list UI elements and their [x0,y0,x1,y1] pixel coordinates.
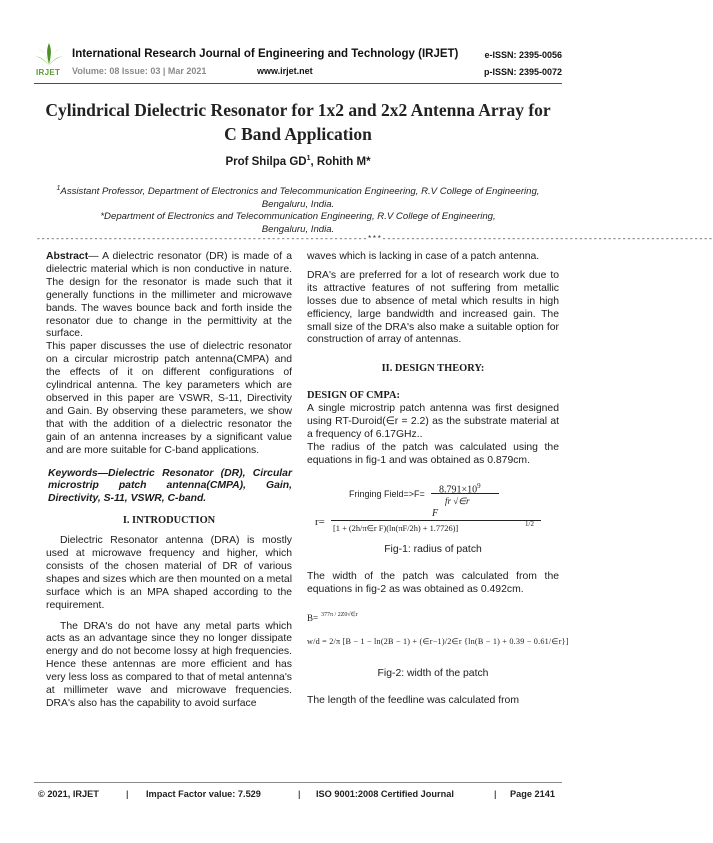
e-issn: e-ISSN: 2395-0056 [484,50,562,60]
eq1-power: 1/2 [525,519,534,528]
keywords: Keywords—Dielectric Resonator (DR), Circular microstrip patch antenna(CMPA), Gain, Directivity, S-11, VSWR, C-band. [48,467,292,505]
page-footer [34,782,562,803]
right-column [307,251,569,708]
width-paragraph: The width of the patch was calculated from the equations in fig-2 as was obtained as 0.492cm. [307,570,559,595]
cmpa-heading: DESIGN OF CMPA: [307,390,400,402]
abstract-paragraph-2: This paper discusses the use of dielectric resonator on a circular microstrip patch antenna(CMPA) and the effects of it on different configurations of cylindrical antenna. The key parameters which are observed in this paper are VSWR, S-11, Directivity and Gain. By observing these parameters, we show that with the addition of a dielectric resonator the gain of an antenna increases by a significant value and are more suitable for C-band applications. [46,341,292,456]
design-heading: II. DESIGN THEORY: [381,363,485,375]
eq2-width-expression: w/d = 2/π [B − 1 − ln(2B − 1) + (∈r−1)/2∈r {ln(B − 1) + 0.39 − 0.61/∈r}] [307,637,569,647]
intro-paragraph-1: Dielectric Resonator antenna (DRA) is mostly used at microwave frequency and higher, which consists of the chosen material of DR of various shapes and sizes which are then mounted on a metal surface which is an MPA shaped according to the requirement. [46,535,292,611]
header-rule [34,83,562,84]
footer-copyright: © 2021, IRJET [38,789,99,799]
continued-text: waves which is lacking in case of a patch antenna. [307,251,540,262]
abstract [46,251,292,341]
journal-website: www.irjet.net [257,66,313,76]
eq1-main-bar [331,520,541,521]
section-separator: ---------------------------------------------------------------------***--------------------------------------------------------------------- [36,235,713,244]
intro-paragraph-2: The DRA's do not have any metal parts which acts as an advantage since they no longer dissipate energy and do not become lossy at high frequencies. Hence these antennas are more efficient and has very less loss as compared to that of metal antenna's at millimeter wave and microwave frequencies. DRA's also has the capability to avoid surface [46,620,292,709]
left-column [46,251,292,711]
fig2-caption: Fig-2: width of the patch [377,668,489,680]
footer-sep-1: | [126,789,129,799]
paper-authors [40,155,556,168]
eq2-r-label: r= [315,515,325,528]
eq1-F: F [432,507,439,519]
volume-info: Volume: 08 Issue: 03 | Mar 2021 [72,66,207,76]
abstract-label: Abstract [46,251,89,262]
cmpa-paragraph-1: A single microstrip patch antenna was first designed using RT-Duroid(∈r = 2.2) as the substrate material at a frequency of 6.17GHz.. [307,403,559,440]
footer-iso: ISO 9001:2008 Certified Journal [316,789,454,799]
author-sup: 1 [306,155,311,162]
equation-width [307,606,569,658]
paper-title [40,98,556,146]
eq1-denominator: fr √∈r [445,495,470,506]
paper-title-line1: Cylindrical Dielectric Resonator for 1x2 and 2x2 Antenna Array for [45,100,551,120]
author-first: Prof Shilpa GD [225,155,307,168]
paper-title-line2: C Band Application [224,124,372,144]
eq2-B-fraction: 377π / 2Z0√∈r [321,612,358,619]
footer-sep-3: | [494,789,497,799]
journal-title: International Research Journal of Engineering and Technology (IRJET) [72,48,459,60]
dra-paragraph: DRA's are preferred for a lot of research work due to its attractive features of not suffering from metallic losses due to absence of metal which results in high efficiency, large bandwidth and increased gain. The small size of the DRA's also make a suitable option for construction of array of antennas. [307,269,559,346]
eq1-exponent: 9 [477,481,481,490]
affiliations [40,183,556,236]
affil-line2: Bengaluru, India. [261,198,335,210]
affil-line3: *Department of Electronics and Telecommunication Engineering, R.V College of Engineering, [100,211,496,223]
eq1-numerator: 8.791×10 [439,484,478,496]
eq2-B-label: B= [307,613,319,624]
feedline-paragraph: The length of the feedline was calculated from [307,695,519,707]
intro-heading: I. INTRODUCTION [122,515,216,527]
affil-sup: 1 [56,185,61,192]
equation-radius [307,472,559,540]
journal-header [34,42,564,82]
p-issn: p-ISSN: 2395-0072 [483,67,562,77]
footer-page: Page 2141 [510,789,555,799]
cmpa-paragraph-2: The radius of the patch was calculated using the equations in fig-1 and was obtained as 0.879cm. [307,441,559,466]
logo-text: IRJET [36,68,61,77]
eq1-fraction-bar [431,493,499,494]
footer-sep-2: | [298,789,301,799]
fig1-caption: Fig-1: radius of patch [384,543,482,555]
affil-line4: Bengaluru, India. [261,223,335,235]
abstract-text: — A dielectric resonator (DR) is made of a dielectric material which is non conductive in nature. The design for the resonator is made such that it generally functions in the millimeter and microwave bands. The waves bounce back and forth inside the resonator due to change in the permittivity at the surface. [46,251,292,340]
eq1-main-denominator: [1 + (2h/π∈r F)(ln(πF/2h) + 1.7726)] [333,523,459,533]
irjet-logo [34,42,68,78]
affil-line1: Assistant Professor, Department of Electronics and Telecommunication Engineering, R.V College of Engineering, [60,186,540,198]
author-rest: , Rohith M* [310,155,371,168]
footer-impact: Impact Factor value: 7.529 [146,789,261,799]
eq1-label: Fringing Field=>F= [349,488,425,499]
